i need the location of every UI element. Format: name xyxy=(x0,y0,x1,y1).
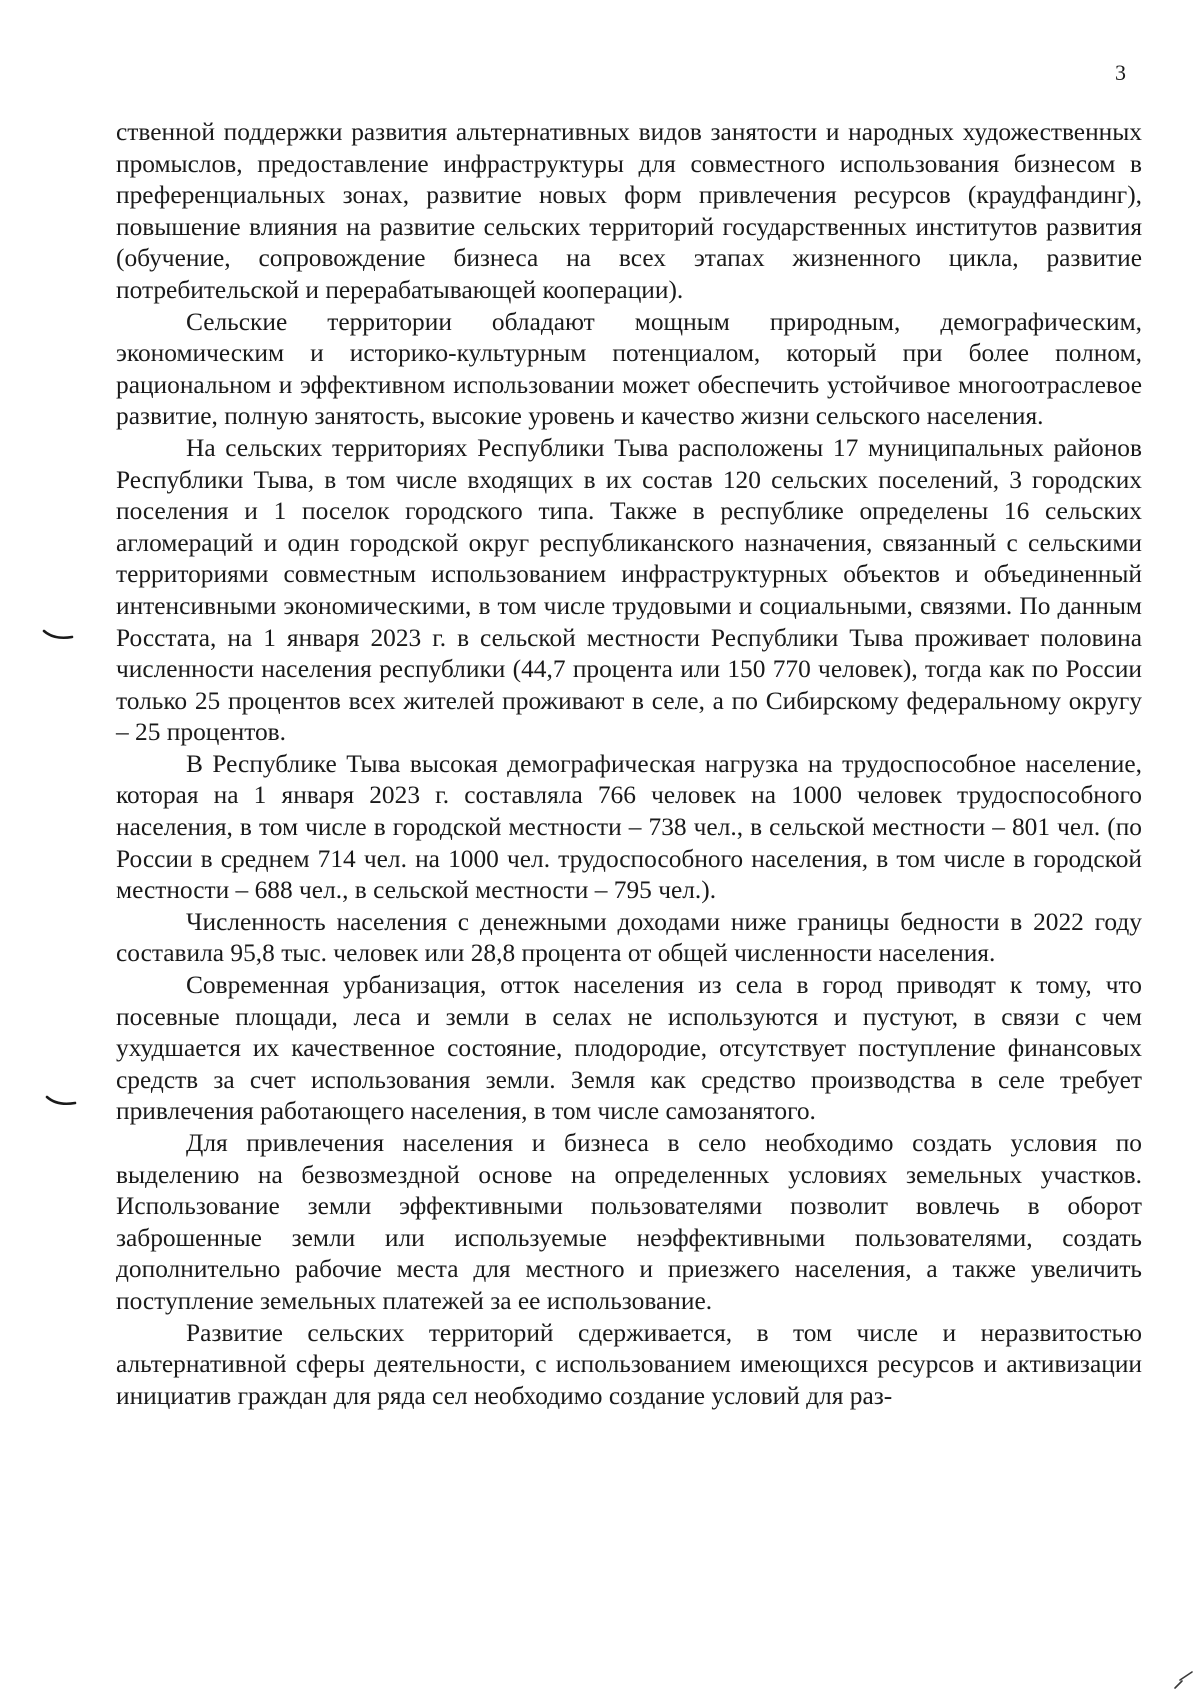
paragraph: В Республике Тыва высокая демографическая нагрузка на трудоспособное население, которая на 1 января 2023 г. составляла 766 человек на 1000 человек трудоспособного населения, в том числе в городской местности – 738 чел., в сельской местности – 801 чел. (по России в среднем 714 чел. на 1000 чел. трудоспособного населения, в том числе в городской местности – 688 чел., в сельской местности – 795 чел.). xyxy=(116,749,1142,905)
paragraph: Развитие сельских территорий сдерживается, в том числе и неразвитостью альтернативной сферы деятельности, с использованием имеющихся ресурсов и активизации инициатив граждан для ряда сел необходимо создание условий для раз- xyxy=(116,1318,1142,1410)
corner-scan-mark xyxy=(1172,1668,1196,1690)
margin-check-mark xyxy=(45,1094,77,1108)
paragraph: Современная урбанизация, отток населения из села в город приводят к тому, что посевные площади, леса и земли в селах не используются и пустуют, в связи с чем ухудшается их качественное состояние, плодородие, отсутствует поступление финансовых средств за счет использования земли. Земля как средство производства в селе требует привлечения работающего населения, в том числе самозанятого. xyxy=(116,971,1142,1126)
margin-check-mark xyxy=(42,628,74,642)
body-text xyxy=(116,117,1142,1412)
paragraph: Численность населения с денежными доходами ниже границы бедности в 2022 году составила 95,8 тыс. человек или 28,8 процента от общей численности населения. xyxy=(116,907,1142,968)
page-number: 3 xyxy=(1115,60,1126,85)
paragraph: Сельские территории обладают мощным природным, демографическим, экономическим и историко-культурным потенциалом, который при более полном, рациональном и эффективном использовании может обеспечить устойчивое многоотраслевое развитие, полную занятость, высокие уровень и качество жизни сельского населения. xyxy=(116,307,1142,431)
paragraph: ственной поддержки развития альтернативных видов занятости и народных художественных промыслов, предоставление инфраструктуры для совместного использования бизнесом в преференциальных зонах, развитие новых форм привлечения ресурсов (краудфандинг), повышение влияния на развитие сельских территорий государственных институтов развития (обучение, сопровождение бизнеса на всех этапах жизненного цикла, развитие потребительской и перерабатывающей кооперации). xyxy=(116,118,1142,304)
paragraph: На сельских территориях Республики Тыва расположены 17 муниципальных районов Республики Тыва, в том числе входящих в их состав 120 сельских поселений, 3 городских поселения и 1 поселок городского типа. Также в республике определены 16 сельских агломераций и один городской округ республиканского назначения, связанный с сельскими территориями совместным использованием инфраструктурных объектов и объединенный интенсивными экономическими, в том числе трудовыми и социальными, связями. По данным Росстата, на 1 января 2023 г. в сельской местности Республики Тыва проживает половина численности населения республики (44,7 процента или 150 770 человек), тогда как по России только 25 процентов всех жителей проживают в селе, а по Сибирскому федеральному округу – 25 процентов. xyxy=(116,433,1142,747)
paragraph: Для привлечения населения и бизнеса в село необходимо создать условия по выделению на безвозмездной основе на определенных условиях земельных участков. Использование земли эффективными пользователями позволит вовлечь в оборот заброшенные земли или используемые неэффективными пользователями, создать дополнительно рабочие места для местного и приезжего населения, а также увеличить поступление земельных платежей за ее использование. xyxy=(116,1129,1142,1315)
